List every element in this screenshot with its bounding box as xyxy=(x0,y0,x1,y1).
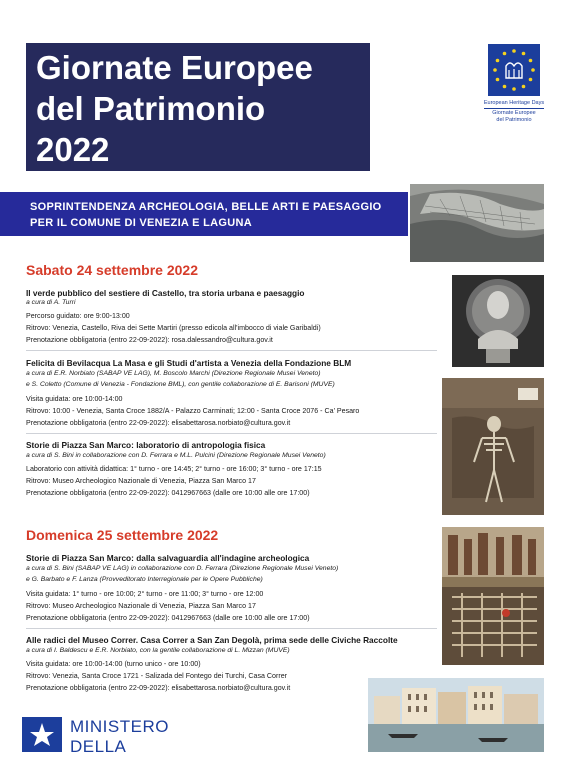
event-credit: a cura di A. Turri xyxy=(26,299,76,306)
event-schedule: Visita guidata: ore 10:00-14:00 (turno unico - ore 10:00) xyxy=(26,660,201,668)
divider xyxy=(26,433,437,434)
day-heading-sunday: Domenica 25 settembre 2022 xyxy=(26,527,219,543)
event-booking: Prenotazione obbligatoria (entro 22-09-2022): 0412967663 (dalle ore 10:00 alle ore 17:00) xyxy=(26,489,310,497)
eu-logo-caption xyxy=(470,100,558,124)
ministry-line-2: DELLA xyxy=(70,737,127,756)
piazza-excavation-photo xyxy=(442,527,544,665)
divider xyxy=(26,350,437,351)
title-line-2: del Patrimonio xyxy=(36,90,266,127)
event-credit: a cura di I. Baldescu e E.R. Norbiato, con la gentile collaborazione di L. Mizzan (MUVE) xyxy=(26,647,290,654)
ministry-line-1: MINISTERO xyxy=(70,717,169,736)
eu-caption-line-2: Giornate Europee xyxy=(492,110,536,116)
event-credit: e G. Barbato e F. Lanza (Provveditorato Interregionale per le Opere Pubbliche) xyxy=(26,576,263,583)
event-meeting-point: Ritrovo: Venezia, Santa Croce 1721 - Salizada del Fontego dei Turchi, Casa Correr xyxy=(26,672,288,680)
event-schedule: Visita guidata: 1° turno - ore 10:00; 2° turno - ore 11:00; 3° turno - ore 12:00 xyxy=(26,590,264,598)
event-title: Storie di Piazza San Marco: laboratorio di antropologia fisica xyxy=(26,440,266,450)
eu-caption-line-3: del Patrimonio xyxy=(496,117,532,123)
event-booking: Prenotazione obbligatoria (entro 22-09-2022): elisabettarosa.norbiato@cultura.gov.it xyxy=(26,684,291,692)
excavation-skeleton-photo xyxy=(442,378,544,515)
grand-canal-painting xyxy=(368,678,544,752)
band-line-2: PER IL COMUNE DI VENEZIA E LAGUNA xyxy=(30,217,252,229)
institution-band xyxy=(0,192,408,236)
event-booking: Prenotazione obbligatoria (entro 22-09-2022): 0412967663 (dalle ore 10:00 alle ore 17:00) xyxy=(26,614,310,622)
event-booking: Prenotazione obbligatoria (entro 22-09-2022): rosa.dalessandro@cultura.gov.it xyxy=(26,336,273,344)
event-schedule: Laboratorio con attività didattica: 1° turno - ore 14:45; 2° turno - ore 16:00; 3° turno - ore 17:15 xyxy=(26,465,322,473)
event-meeting-point: Ritrovo: Museo Archeologico Nazionale di Venezia, Piazza San Marco 17 xyxy=(26,477,256,485)
eu-caption-divider xyxy=(484,108,544,109)
event-title: Felicita di Bevilacqua La Masa e gli Studi d'artista a Venezia della Fondazione BLM xyxy=(26,358,352,368)
day-heading-saturday: Sabato 24 settembre 2022 xyxy=(26,262,198,278)
star-emblem-icon xyxy=(22,717,62,752)
event-credit: a cura di E.R. Norbiato (SABAP VE LAG), M. Boscolo Marchi (Direzione Regionale Musei Veneto) xyxy=(26,370,321,377)
event-credit: a cura di S. Bini in collaborazione con D. Ferrara e M.L. Pulcini (Direzione Regionale Musei Veneto) xyxy=(26,452,326,459)
event-title: Storie di Piazza San Marco: dalla salvaguardia all'indagine archeologica xyxy=(26,553,310,563)
event-meeting-point: Ritrovo: Museo Archeologico Nazionale di Venezia, Piazza San Marco 17 xyxy=(26,602,256,610)
event-credit: e S. Coletto (Comune di Venezia - Fondazione BML), con gentile collaborazione di E. Barisoni (MUVE) xyxy=(26,381,335,388)
eu-stars-icon xyxy=(488,44,540,96)
band-line-1: SOPRINTENDENZA ARCHEOLOGIA, BELLE ARTI E PAESAGGIO xyxy=(30,201,382,213)
bust-sculpture-photo xyxy=(452,275,544,367)
event-title: Alle radici del Museo Correr. Casa Correr a San Zan Degolà, prima sede delle Civiche Raccolte xyxy=(26,635,398,645)
event-schedule: Visita guidata: ore 10:00-14:00 xyxy=(26,395,123,403)
eu-caption-line-1: European Heritage Days xyxy=(483,100,545,106)
ministry-emblem xyxy=(22,717,62,752)
aerial-venice-photo xyxy=(410,184,544,262)
title-line-1: Giornate Europee xyxy=(36,49,313,86)
event-credit: a cura di S. Bini (SABAP VE LAG) in collaborazione con D. Ferrara (Direzione Regionale Musei Veneto) xyxy=(26,565,339,572)
title-block xyxy=(26,43,370,171)
divider xyxy=(26,628,437,629)
title-line-3: 2022 xyxy=(36,131,110,168)
event-meeting-point: Ritrovo: 10:00 - Venezia, Santa Croce 1882/A - Palazzo Carminati; 12:00 - Santa Croce 2076 - Ca' Pesaro xyxy=(26,407,360,415)
event-meeting-point: Ritrovo: Venezia, Castello, Riva dei Sette Martiri (presso edicola all'imbocco di viale Garibaldi) xyxy=(26,324,321,332)
event-booking: Prenotazione obbligatoria (entro 22-09-2022): elisabettarosa.norbiato@cultura.gov.it xyxy=(26,419,291,427)
event-title: Il verde pubblico del sestiere di Castello, tra storia urbana e paesaggio xyxy=(26,288,305,298)
event-schedule: Percorso guidato: ore 9:00-13:00 xyxy=(26,312,130,320)
european-heritage-days-logo xyxy=(488,44,540,96)
